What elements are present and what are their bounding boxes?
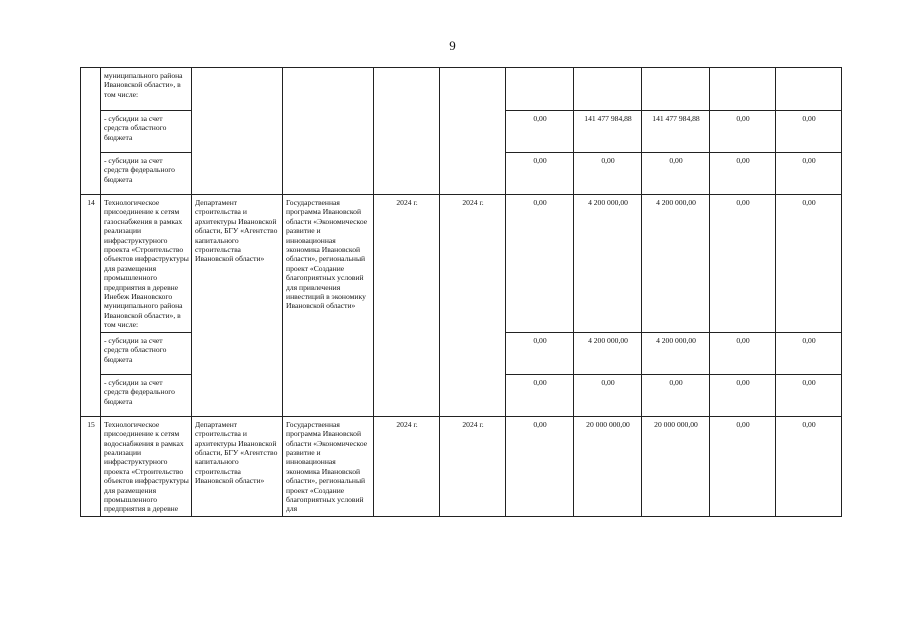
amount-cell: 0,00: [776, 416, 842, 516]
measure-title-cell: Технологическое присоединение к сетям газоснабжения в рамках реализации инфраструктурного проекта «Строительство объектов инфраструктуры для размещения промышленного предприятия в деревне Инебеж Ивановского муниципального района Ивановской области», в том числе:: [101, 195, 192, 333]
amount-cell: 0,00: [710, 374, 776, 416]
amount-cell: 0,00: [776, 195, 842, 333]
amount-cell: 0,00: [776, 153, 842, 195]
amount-cell: 0,00: [506, 153, 574, 195]
amount-cell: [506, 68, 574, 111]
amount-cell: 0,00: [710, 416, 776, 516]
amount-cell: 0,00: [776, 374, 842, 416]
table-row: [81, 68, 842, 111]
end-year-cell: 2024 г.: [440, 195, 506, 417]
subsidy-label-cell: - субсидии за счет средств федерального бюджета: [101, 374, 192, 416]
row-number-cell: 15: [81, 416, 101, 516]
executor-cell: Департамент строительства и архитектуры Ивановской области, БГУ «Агентство капитального строительства Ивановской области»: [192, 195, 283, 417]
start-year-cell: 2024 г.: [374, 416, 440, 516]
amount-cell: 0,00: [574, 153, 642, 195]
amount-cell: 4 200 000,00: [574, 332, 642, 374]
amount-cell: 141 477 984,88: [642, 111, 710, 153]
amount-cell: 0,00: [710, 195, 776, 333]
measure-title-cell: муниципального района Ивановской области», в том числе:: [101, 68, 192, 111]
funding-table: [80, 67, 842, 517]
amount-cell: 0,00: [642, 374, 710, 416]
amount-cell: 0,00: [506, 195, 574, 333]
amount-cell: 20 000 000,00: [574, 416, 642, 516]
amount-cell: 0,00: [574, 374, 642, 416]
start-year-cell: [374, 68, 440, 195]
amount-cell: [776, 68, 842, 111]
subsidy-label-cell: - субсидии за счет средств областного бюджета: [101, 332, 192, 374]
table-row: [81, 195, 842, 333]
subsidy-label-cell: - субсидии за счет средств федерального бюджета: [101, 153, 192, 195]
amount-cell: 20 000 000,00: [642, 416, 710, 516]
end-year-cell: [440, 68, 506, 195]
amount-cell: 0,00: [506, 332, 574, 374]
amount-cell: 4 200 000,00: [642, 332, 710, 374]
amount-cell: 0,00: [776, 111, 842, 153]
amount-cell: 4 200 000,00: [574, 195, 642, 333]
amount-cell: 4 200 000,00: [642, 195, 710, 333]
amount-cell: 0,00: [710, 111, 776, 153]
amount-cell: 0,00: [710, 153, 776, 195]
executor-cell: Департамент строительства и архитектуры Ивановской области, БГУ «Агентство капитального строительства Ивановской области»: [192, 416, 283, 516]
start-year-cell: 2024 г.: [374, 195, 440, 417]
page-number: 9: [449, 38, 456, 53]
amount-cell: 0,00: [506, 111, 574, 153]
amount-cell: [710, 68, 776, 111]
amount-cell: [642, 68, 710, 111]
program-cell: [283, 68, 374, 195]
amount-cell: 141 477 984,88: [574, 111, 642, 153]
amount-cell: 0,00: [506, 374, 574, 416]
measure-title-cell: Технологическое присоединение к сетям водоснабжения в рамках реализации инфраструктурного проекта «Строительство объектов инфраструктуры для размещения промышленного предприятия в деревне: [101, 416, 192, 516]
row-number-cell: 14: [81, 195, 101, 417]
executor-cell: [192, 68, 283, 195]
amount-cell: 0,00: [776, 332, 842, 374]
end-year-cell: 2024 г.: [440, 416, 506, 516]
amount-cell: 0,00: [506, 416, 574, 516]
subsidy-label-cell: - субсидии за счет средств областного бюджета: [101, 111, 192, 153]
program-cell: Государственная программа Ивановской области «Экономическое развитие и инновационная экономика Ивановской области», региональный проект «Создание благоприятных условий для привлечения инвестиций в экономику Ивановской области»: [283, 195, 374, 417]
row-number-cell: [81, 68, 101, 195]
amount-cell: [574, 68, 642, 111]
amount-cell: 0,00: [710, 332, 776, 374]
program-cell: Государственная программа Ивановской области «Экономическое развитие и инновационная экономика Ивановской области», региональный проект «Создание благоприятных условий для: [283, 416, 374, 516]
amount-cell: 0,00: [642, 153, 710, 195]
table-row: [81, 416, 842, 516]
